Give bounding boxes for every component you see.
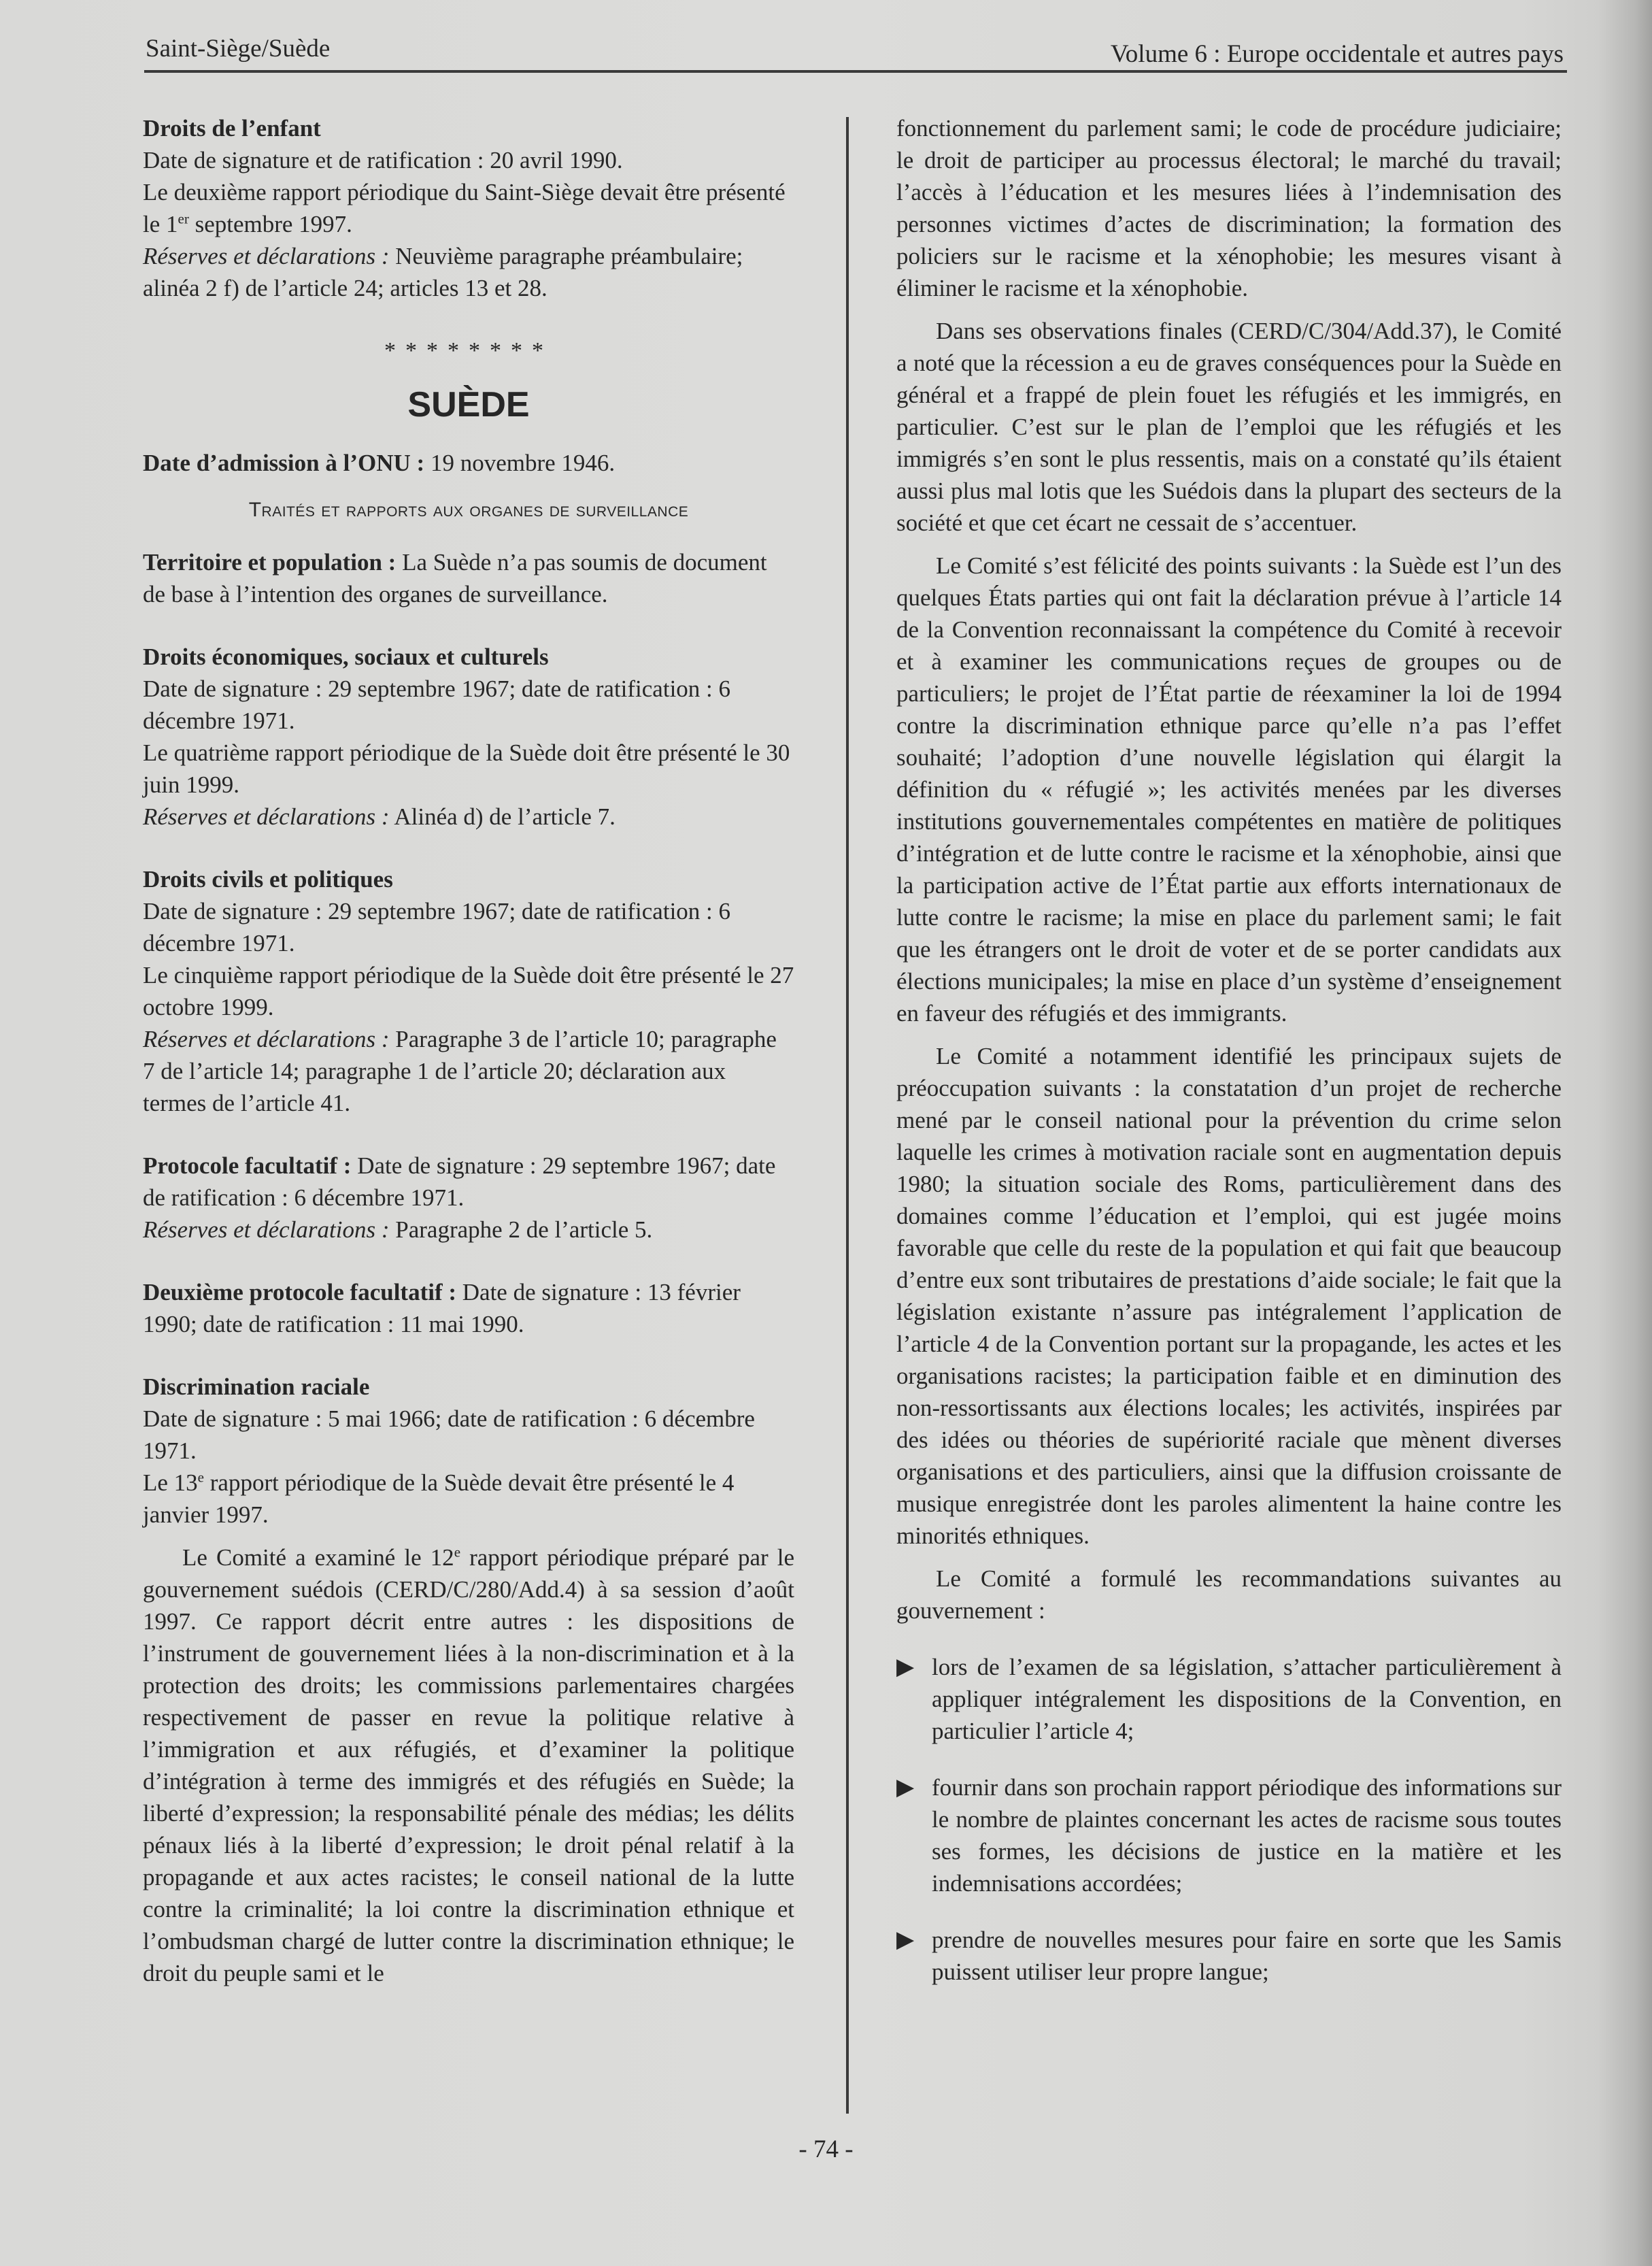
paragraph-continued: fonctionnement du parlement sami; le code de procédure judiciaire; le droit de participer au processus électoral; le marché du travail; l’accès à l’éducation et les mesures liées à l’indemnisation des personnes victimes d’actes de discrimination; la formation des policiers sur le racisme et la xénophobie; les mesures visant à éliminer le racisme et la xénophobie. <box>896 115 1562 301</box>
protocole2-line: Deuxième protocole facultatif : Date de signature : 13 février 1990; date de ratification : 11 mai 1990. <box>143 1279 741 1337</box>
list-item <box>896 1771 1562 1899</box>
discrimination-dates: Date de signature : 5 mai 1966; date de ratification : 6 décembre 1971. <box>143 1405 755 1464</box>
discrimination-paragraph: Le Comité a examiné le 12e rapport périodique préparé par le gouvernement suédois (CERD/C/280/Add.4) à sa session d’août 1997. Ce rapport décrit entre autres : les dispositions de l’instrument de gouvernement liées à la non-discrimination et à la protection des droits; les commissions parlementaires chargées respectivement de passer en revue la politique relative à l’immigration et aux réfugiés, et d’examiner la politique d’intégration à terme des immigrés et des réfugiés en Suède; la liberté d’expression; la responsabilité pénale des médias; les délits pénaux liés à la liberté d’expression; le droit pénal relatif à la propagande et aux actes racistes; le conseil national de la lutte contre la criminalité; la loi contre la discrimination ethnique et l’ombudsman chargé de lutter contre la discrimination ethnique; le droit du peuple sami et le <box>143 1544 794 1986</box>
list-item <box>896 1651 1562 1747</box>
protocole-line: Protocole facultatif : Date de signature : 29 septembre 1967; date de ratification : 6 décembre 1971. <box>143 1152 776 1211</box>
section-title-dcp: Droits civils et politiques <box>143 866 393 893</box>
discrimination-report: Le 13e rapport périodique de la Suède devait être présenté le 4 janvier 1997. <box>143 1469 735 1528</box>
treaties-heading: Traités et rapports aux organes de surveillance <box>248 499 689 521</box>
left-column <box>143 112 794 1989</box>
paragraph-felicite: Le Comité s’est félicité des points suivants : la Suède est l’un des quelques États parties qui ont fait la déclaration prévue à l’article 14 de la Convention reconnaissant la compétence du Comité à recevoir et à examiner les communications reçues de groupes ou de particuliers; le projet de l’État partie de réexaminer la loi de 1994 contre la discrimination ethnique parce qu’elle n’a pas l’effet souhaité; l’adoption d’une nouvelle législation qui élargit la définition du « réfugié »; les activités menées par les diverses institutions gouvernementales compétentes en matière de politiques d’intégration et de lutte contre le racisme et la xénophobie, ainsi que la participation active de l’État partie aux efforts internationaux de lutte contre le racisme; la mise en place du parlement sami; le fait que les étrangers ont le droit de voter et de se porter candidats aux élections municipales; la mise en place d’un système d’enseignement en faveur des réfugiés et des immigrants. <box>896 552 1562 1027</box>
section-title-discrimination: Discrimination raciale <box>143 1373 370 1400</box>
bullet-arrow-icon: ▶ <box>896 1927 915 1952</box>
enfant-reserves: Réserves et déclarations : Neuvième paragraphe préambulaire; alinéa 2 f) de l’article 24; articles 13 et 28. <box>143 243 743 301</box>
protocole-reserves: Réserves et déclarations : Paragraphe 2 de l’article 5. <box>143 1216 653 1243</box>
list-item-text: prendre de nouvelles mesures pour faire en sorte que les Samis puissent utiliser leur propre langue; <box>932 1927 1562 1985</box>
dcp-dates: Date de signature : 29 septembre 1967; date de ratification : 6 décembre 1971. <box>143 898 731 956</box>
header-rule <box>144 70 1567 73</box>
dcp-reserves: Réserves et déclarations : Paragraphe 3 de l’article 10; paragraphe 7 de l’article 14; paragraphe 1 de l’article 20; déclaration aux termes de l’article 41. <box>143 1026 777 1116</box>
section-title-desc: Droits économiques, sociaux et culturels <box>143 644 549 670</box>
territoire-line: Territoire et population : La Suède n’a pas soumis de document de base à l’intention des organes de surveillance. <box>143 549 767 607</box>
list-item-text: fournir dans son prochain rapport périodique des informations sur le nombre de plaintes concernant les actes de racisme sous toutes ses formes, les décisions de justice en la matière et les indemnisations accordées; <box>932 1774 1562 1897</box>
enfant-report: Le deuxième rapport périodique du Saint-Siège devait être présenté le 1er septembre 1997. <box>143 179 786 237</box>
page-edge-shadow <box>1598 0 1652 2266</box>
country-heading: SUÈDE <box>407 385 530 424</box>
list-item-text: lors de l’examen de sa législation, s’attacher particulièrement à appliquer intégralement les dispositions de la Convention, en particulier l’article 4; <box>932 1654 1562 1744</box>
paragraph-preoccupation: Le Comité a notamment identifié les principaux sujets de préoccupation suivants : la constatation d’un projet de recherche mené par le conseil national pour la prévention du crime selon laquelle les crimes à motivation raciale sont en augmentation depuis 1980; la situation sociale des Roms, particulièrement dans des domaines comme l’éducation et l’emploi, qui est jugée moins favorable que celle du reste de la population et qui fait que beaucoup d’entre eux sont tributaires de prestations d’aide sociale; le fait que la législation existante n’assure pas intégralement l’application de l’article 4 de la Convention portant sur la propagande, les actes et les organisations racistes; la participation faible et en diminution des non-ressortissants aux élections locales; les activités, inspirées par des idées ou théories de supériorité raciale que mènent diverses organisations et des particuliers, ainsi que la diffusion croissante de musique enregistrée dont les paroles alimentent la haine contre les minorités ethniques. <box>896 1043 1562 1549</box>
bullet-arrow-icon: ▶ <box>896 1775 915 1800</box>
column-divider <box>846 117 849 2114</box>
enfant-dates: Date de signature et de ratification : 20 avril 1990. <box>143 147 623 173</box>
desc-dates: Date de signature : 29 septembre 1967; date de ratification : 6 décembre 1971. <box>143 676 731 734</box>
paragraph-recommandations: Le Comité a formulé les recommandations suivantes au gouvernement : <box>896 1565 1562 1624</box>
right-column <box>896 112 1562 1988</box>
desc-report: Le quatrième rapport périodique de la Suède doit être présenté le 30 juin 1999. <box>143 739 790 798</box>
page-number: - 74 - <box>798 2135 854 2163</box>
dcp-report: Le cinquième rapport périodique de la Suède doit être présenté le 27 octobre 1999. <box>143 962 794 1020</box>
list-item <box>896 1924 1562 1988</box>
paragraph-observations: Dans ses observations finales (CERD/C/304/Add.37), le Comité a noté que la récession a eu de graves conséquences pour la Suède en général et a frappé de plein fouet les réfugiés et les immigrés, en particulier. C’est sur le plan de l’emploi que les réfugiés et les immigrés s’en sont le plus ressentis, mais on a constaté qu’ils étaient aussi plus mal lotis que les Suédois dans la plupart des secteurs de la société et que cet écart ne cessait de s’accentuer. <box>896 318 1562 536</box>
bullet-arrow-icon: ▶ <box>896 1654 915 1680</box>
section-title-enfant: Droits de l’enfant <box>143 115 321 141</box>
separator-stars: ******** <box>384 338 553 363</box>
running-header-right: Volume 6 : Europe occidentale et autres pays <box>1110 40 1564 68</box>
running-header-left: Saint-Siège/Suède <box>146 35 331 63</box>
desc-reserves: Réserves et déclarations : Alinéa d) de l’article 7. <box>143 803 616 830</box>
admission-line: Date d’admission à l’ONU : 19 novembre 1946. <box>143 450 616 476</box>
